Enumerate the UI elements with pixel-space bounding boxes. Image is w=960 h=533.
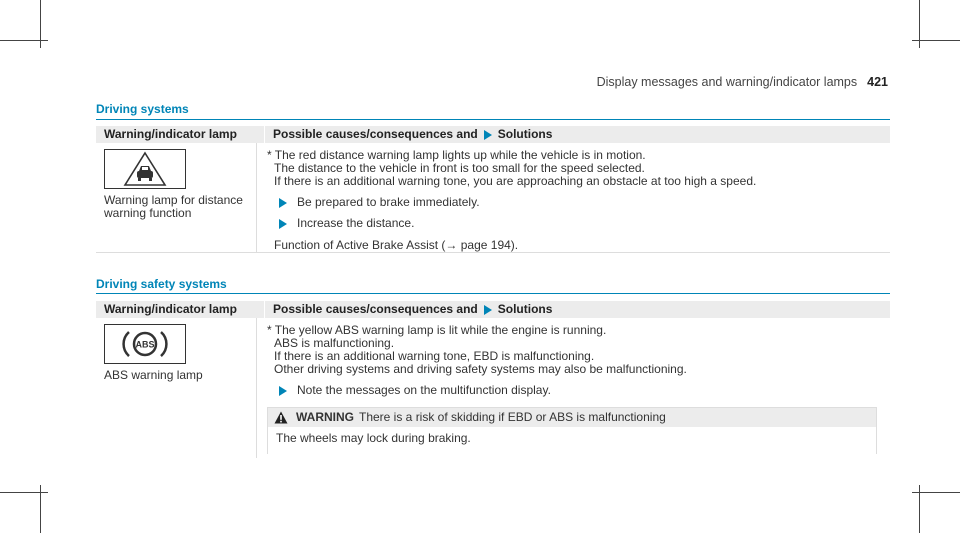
solution-step-text: Note the messages on the multifunction display. [297, 383, 551, 397]
crop-mark [0, 492, 48, 493]
solution-step [279, 196, 882, 209]
cause-line: Other driving systems and driving safety systems may also be malfunctioning. [274, 362, 687, 376]
table-driving-systems [96, 126, 890, 253]
section-title-driving-safety-systems: Driving safety systems [96, 277, 227, 291]
warning-header [268, 408, 876, 427]
arrow-right-icon [484, 305, 492, 315]
column-header-causes [264, 301, 890, 318]
section-title-driving-systems: Driving systems [96, 102, 189, 116]
causes-cell [257, 318, 890, 458]
page-number: 421 [867, 75, 888, 89]
column-header-causes [264, 126, 890, 143]
arrow-right-icon [279, 386, 287, 396]
table-driving-safety-systems [96, 301, 890, 458]
header-title: Display messages and warning/indicator lamps [596, 75, 858, 89]
column-header-solutions-text: Solutions [497, 127, 553, 141]
cause-line: * The yellow ABS warning lamp is lit while the engine is running. [267, 323, 607, 337]
cause-line: * The red distance warning lamp lights up while the vehicle is in motion. [267, 148, 646, 162]
warning-box [267, 407, 877, 454]
column-header-causes-text: Possible causes/consequences and [273, 302, 478, 316]
causes-cell [257, 143, 890, 252]
running-header [597, 75, 888, 89]
arrow-right-icon [279, 219, 287, 229]
table-row [96, 318, 890, 458]
solution-step [279, 384, 882, 397]
distance-warning-lamp-icon [104, 149, 186, 189]
column-header-lamp: Warning/indicator lamp [104, 127, 237, 141]
table-header [96, 301, 890, 318]
cause-line: If there is an additional warning tone, EBD is malfunctioning. [274, 349, 595, 363]
column-header-causes-text: Possible causes/consequences and [273, 127, 478, 141]
warning-body: The wheels may lock during braking. [276, 431, 471, 445]
warning-headline: There is a risk of skidding if EBD or ABS is malfunctioning [359, 410, 666, 424]
lamp-label: Warning lamp for distance warning function [104, 193, 243, 220]
lamp-label: ABS warning lamp [104, 368, 203, 382]
table-row [96, 143, 890, 253]
arrow-right-icon [279, 198, 287, 208]
arrow-right-icon [484, 130, 492, 140]
abs-warning-lamp-icon [104, 324, 186, 364]
crop-mark [0, 40, 48, 41]
section-rule [96, 119, 890, 120]
crop-mark [912, 492, 960, 493]
crop-mark [912, 40, 960, 41]
solution-step-text: Increase the distance. [297, 216, 415, 230]
warning-title: WARNING [296, 410, 354, 424]
abs-lamp-text: ABS [135, 339, 155, 350]
lamp-cell [96, 143, 257, 252]
cause-line: ABS is malfunctioning. [274, 336, 395, 350]
warning-triangle-icon [274, 411, 288, 424]
column-header-solutions-text: Solutions [497, 302, 553, 316]
solution-step [279, 217, 882, 230]
table-header [96, 126, 890, 143]
lamp-cell [96, 318, 257, 458]
cause-line: The distance to the vehicle in front is too small for the speed selected. [274, 161, 645, 175]
cause-line: If there is an additional warning tone, you are approaching an obstacle at too high a speed. [274, 174, 757, 188]
solution-step-text: Be prepared to brake immediately. [297, 195, 480, 209]
column-header-lamp: Warning/indicator lamp [104, 302, 237, 316]
section-rule [96, 293, 890, 294]
page-reference-link[interactable]: Function of Active Brake Assist (→ page 194). [274, 238, 519, 252]
